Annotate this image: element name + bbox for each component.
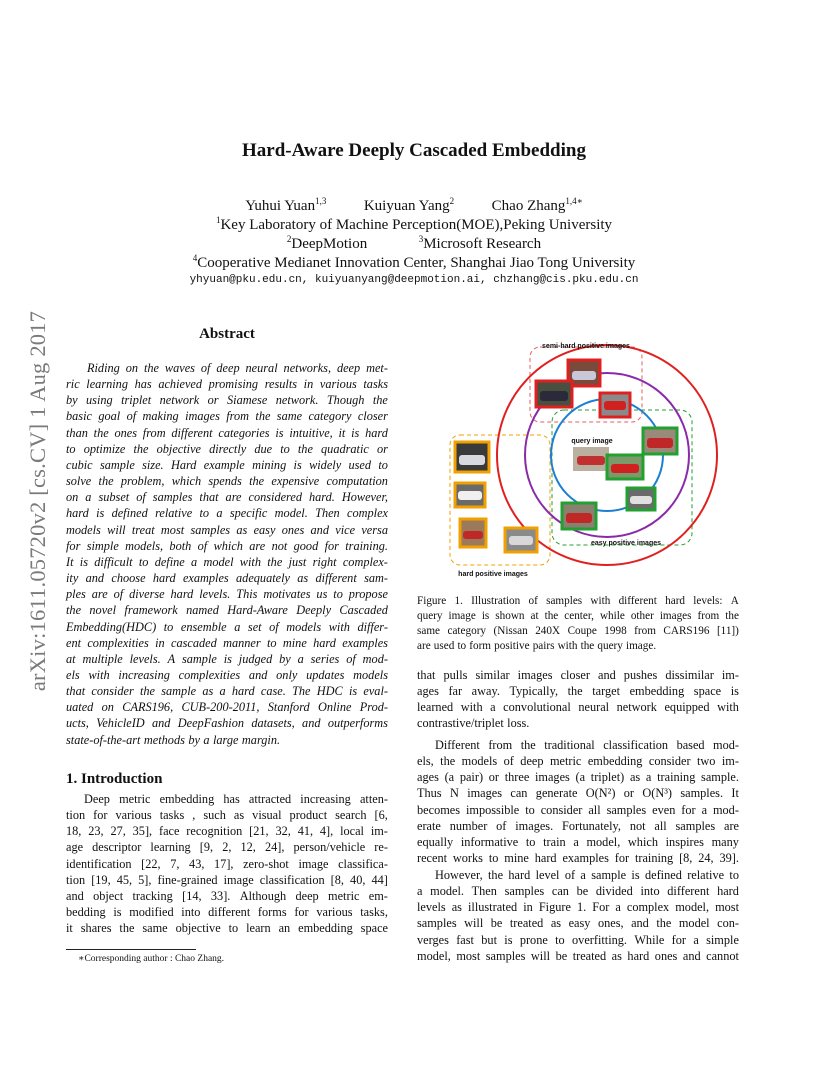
body-line: Different from the traditional classification based mod- — [435, 738, 739, 752]
abstract-line: on a subset of samples that are considered hard. However, — [66, 490, 388, 505]
intro-line: Deep metric embedding has attracted increasing atten- — [84, 792, 388, 806]
intro-line: identification [22, 7, 43, 17], zero-shot image classifica- — [66, 856, 388, 871]
abstract-line: ity and choose hard examples adequately as different sam- — [66, 571, 388, 586]
figure-1-diagram — [440, 335, 740, 585]
paper-title: Hard-Aware Deeply Cascaded Embedding — [242, 140, 586, 161]
hard-image-3 — [460, 519, 486, 547]
body-line: model, most samples will be treated as hard ones and cannot — [417, 948, 739, 963]
caption-line: same category (Nissan 240X Coupe 1998 from CARS196 [11]) — [417, 625, 739, 637]
caption-line: Figure 1. Illustration of samples with different hard levels: A — [417, 595, 739, 607]
abstract-line: solve the problem, which spends the expensive computation — [66, 474, 388, 489]
col2-paragraph-3 — [417, 867, 739, 964]
hard-image-2 — [455, 483, 485, 507]
abstract-line: ric learning has achieved promising results in various tasks — [66, 377, 388, 392]
body-line: However, the hard level of a sample is defined relative to — [435, 868, 739, 882]
caption-line: query image is shown at the center, while other images from the — [417, 610, 739, 622]
easy-image-3 — [627, 488, 655, 510]
introduction-body — [66, 791, 388, 936]
hard-image-1 — [455, 442, 489, 472]
affiliation-2-3: $^2$DeepMotion $^3$Microsoft Research — [286, 234, 542, 252]
semi-hard-image-3 — [600, 393, 630, 417]
body-line: erate number of images. Fortunately, not all samples are — [417, 818, 739, 833]
caption-line: are used to form positive pairs with the query image. — [417, 640, 657, 652]
figure-1-caption — [417, 594, 739, 654]
arxiv-stamp: arXiv:1611.05720v2 [cs.CV] 1 Aug 2017 — [25, 310, 50, 692]
abstract-line: uated on CARS196, CUB-200-2011, Stanford Online Prod- — [66, 700, 388, 715]
abstract-line: models will treat most samples as easy ones and vice versa — [66, 522, 388, 537]
footnote: ∗Corresponding author : Chao Zhang. — [78, 954, 225, 964]
abstract-line: ucts, VehicleID and DeepFashion datasets, and outperforms — [66, 716, 388, 731]
intro-line: 18, 23, 27, 35], face recognition [21, 32, 41, 4], local im- — [66, 824, 388, 839]
abstract-body — [66, 360, 388, 748]
body-line: levels as illustrated in Figure 1. For a complex model, most — [417, 900, 739, 915]
intro-line: and object tracking [14, 33]. Although deep metric em- — [66, 888, 388, 903]
author-1: Yuhui Yuan$^{1,3}$ — [245, 196, 327, 214]
abstract-line: ples are of diverse hard levels. This motivates us to propose — [66, 587, 388, 602]
query-image — [573, 447, 609, 471]
body-line: ages far away. Typically, the target embedding space is — [417, 684, 739, 699]
col2-paragraph-1 — [417, 667, 739, 732]
query-label: query image — [571, 438, 613, 445]
body-line: ages (a pair) or three images (a triplet) as a training sample. — [417, 770, 739, 785]
affiliation-1: $^1$Key Laboratory of Machine Perception(MOE),Peking University — [215, 215, 613, 233]
easy-image-2 — [607, 455, 643, 479]
abstract-line: at multiple levels. A sample is judged by a series of mod- — [66, 651, 388, 666]
abstract-line: that consider the sample as a hard case. The HDC is eval- — [66, 684, 388, 699]
easy-image-1 — [643, 428, 677, 454]
body-line: that pulls similar images closer and pushes dissimilar im- — [417, 668, 739, 682]
author-emails: yhyuan@pku.edu.cn, kuiyuanyang@deepmotion.ai, chzhang@cis.pku.edu.cn — [189, 274, 639, 286]
intro-line: tion for various tasks , such as visual product search [6, — [66, 808, 388, 823]
section-heading-introduction: 1. Introduction — [66, 771, 163, 787]
abstract-line: to optimize the objective directly due to the quadratic or — [66, 441, 388, 456]
abstract-line: els with increasing complexities and only updates models — [66, 667, 388, 682]
body-line: els, the models of deep metric embedding consider two im- — [417, 754, 739, 769]
author-line — [0, 196, 828, 215]
easy-image-4 — [562, 503, 596, 529]
body-line: samples will be treated as easy ones, and the model con- — [417, 916, 739, 931]
body-line: Thus N images can generate O(N²) or O(N³) samples. It — [417, 786, 739, 801]
author-3: Chao Zhang$^{1,4∗}$ — [491, 196, 583, 214]
abstract-line: cubic sample size. Hard example mining is widely used to — [66, 457, 388, 472]
body-line: a model. Then samples can be divided into different hard — [417, 884, 739, 899]
abstract-line: basic goal of making images from the same category closer — [66, 409, 388, 424]
abstract-line: hard is defined relative to a specific model. Then complex — [66, 506, 388, 521]
affiliation-4: $^4$Cooperative Medianet Innovation Center, Shanghai Jiao Tong University — [192, 253, 636, 271]
body-line: contrastive/triplet loss. — [417, 716, 530, 731]
intro-line: bedding is modified into different forms for various tasks, — [66, 905, 388, 920]
easy-label: easy positive images — [590, 540, 662, 547]
abstract-line: It is difficult to define a model with the just right complex- — [66, 554, 388, 569]
body-line: equally informative to train a model, which inspires many — [417, 834, 739, 849]
semi-hard-image-2 — [536, 381, 572, 407]
intro-line: it shares the same objective to learn an embedding space — [66, 921, 388, 936]
abstract-line: Embedding(HDC) to ensemble a set of models with differ- — [66, 619, 388, 634]
author-2: Kuiyuan Yang$^2$ — [363, 196, 455, 214]
abstract-line: ent complexities in cascaded manner to mine hard examples — [66, 635, 388, 650]
body-line: recent works to mine hard examples for training [8, 24, 39]. — [417, 851, 739, 866]
hard-label: hard positive images — [458, 571, 528, 578]
abstract-line: than the ones from different categories is intuitive, it is hard — [66, 425, 388, 440]
semi-hard-label: semi-hard positive images — [542, 343, 630, 350]
body-line: verges fast but is prone to overfitting. While for a simple — [417, 932, 739, 947]
abstract-heading: Abstract — [199, 326, 255, 342]
abstract-line: state-of-the-art methods by a large margin. — [66, 732, 281, 747]
abstract-line: for simple models, both of which are not good for training. — [66, 538, 388, 553]
body-line: learned with a convolutional neural network equipped with — [417, 700, 739, 715]
abstract-line: by using triplet network or Siamese network. Though the — [66, 393, 388, 408]
abstract-line: the novel framework named Hard-Aware Deeply Cascaded — [66, 603, 388, 618]
abstract-line: Riding on the waves of deep neural networks, deep met- — [87, 361, 388, 375]
body-line: becomes impossible to consider all samples even for a mod- — [417, 802, 739, 817]
intro-line: tion [19, 45, 5], fine-grained image classification [8, 40, 44] — [66, 872, 388, 887]
col2-paragraph-2 — [417, 737, 739, 866]
footnote-rule — [66, 949, 196, 950]
hard-image-4 — [505, 528, 537, 552]
intro-line: age descriptor learning [9, 2, 12, 24], person/vehicle re- — [66, 840, 388, 855]
